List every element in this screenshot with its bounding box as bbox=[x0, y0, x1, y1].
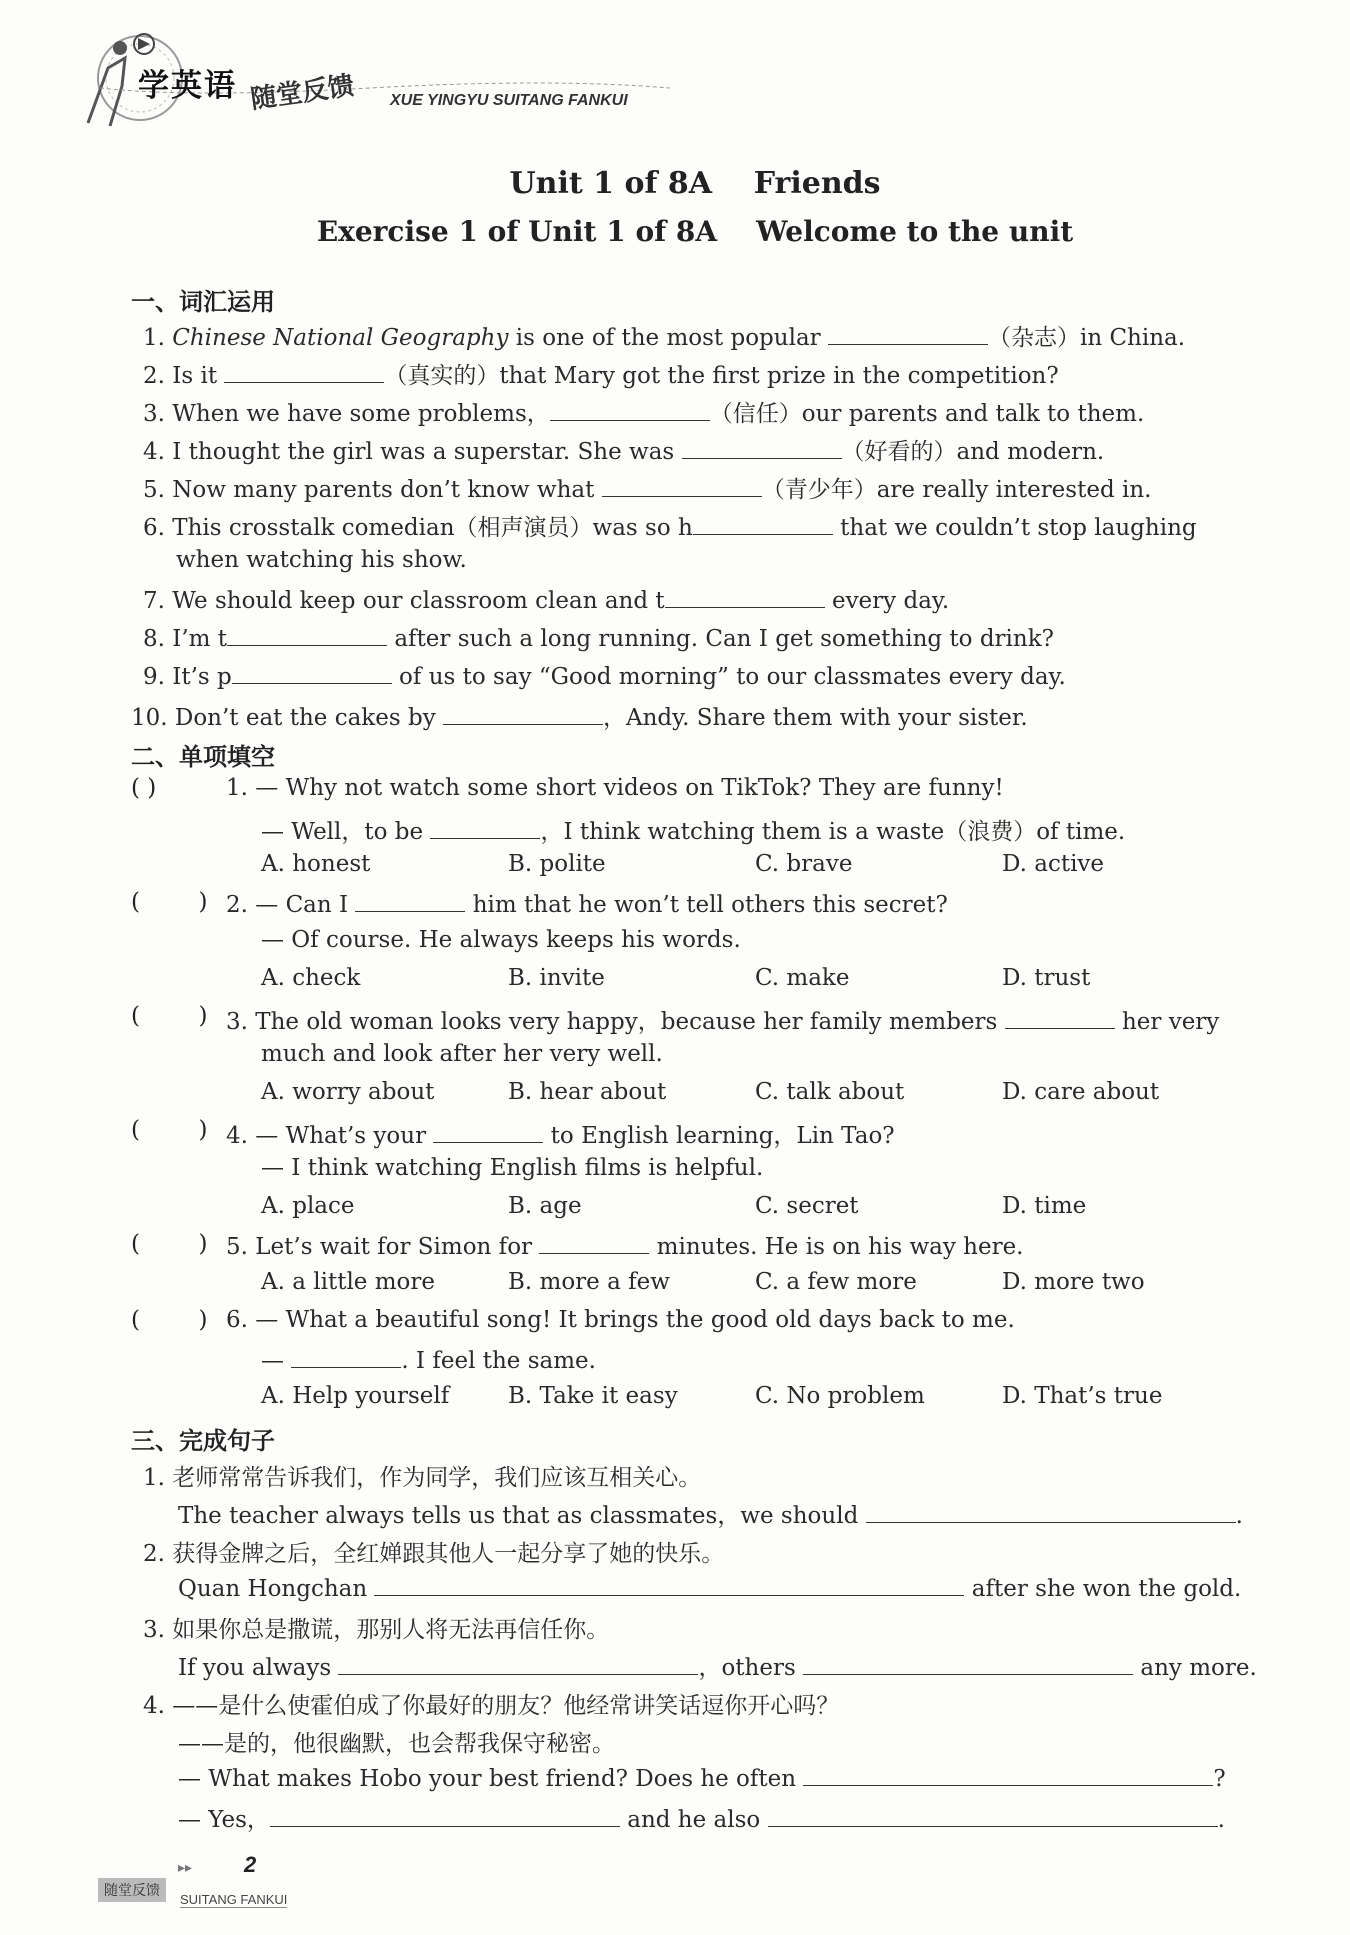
mc-question-4-line2: — I think watching English films is helpful. bbox=[261, 1155, 764, 1181]
option-b[interactable]: B. Take it easy bbox=[508, 1383, 678, 1409]
answer-blank[interactable] bbox=[433, 1120, 543, 1143]
option-c[interactable]: C. talk about bbox=[755, 1079, 905, 1105]
option-a[interactable]: A. a little more bbox=[261, 1269, 435, 1295]
answer-blank[interactable] bbox=[803, 1763, 1213, 1786]
mc-question-2-line2: — Of course. He always keeps his words. bbox=[261, 927, 741, 953]
answer-blank[interactable] bbox=[355, 889, 465, 912]
answer-blank[interactable] bbox=[338, 1652, 698, 1675]
vocab-item-10: 10. Don’t eat the cakes by ，Andy. Share them with your sister. bbox=[131, 699, 1028, 732]
option-d[interactable]: D. trust bbox=[1002, 965, 1091, 991]
answer-blank[interactable] bbox=[430, 816, 540, 839]
option-b[interactable]: B. hear about bbox=[508, 1079, 667, 1105]
mc-question-1-line2: — Well，to be ，I think watching them is a waste（浪费）of time. bbox=[261, 813, 1125, 846]
option-c[interactable]: C. make bbox=[755, 965, 850, 991]
answer-blank[interactable] bbox=[768, 1804, 1218, 1827]
answer-blank[interactable] bbox=[602, 474, 762, 497]
section-1-heading: 一、词汇运用 bbox=[131, 288, 275, 316]
vocab-item-7: 7. We should keep our classroom clean and t every day. bbox=[143, 585, 949, 614]
footer-label: 随堂反馈 bbox=[98, 1878, 166, 1902]
translation-item-1-cn: 1. 老师常常告诉我们，作为同学，我们应该互相关心。 bbox=[143, 1465, 702, 1491]
translation-item-1-en: The teacher always tells us that as classmates，we should . bbox=[178, 1497, 1243, 1530]
option-c[interactable]: C. a few more bbox=[755, 1269, 917, 1295]
answer-parens[interactable]: ( ) bbox=[131, 1231, 208, 1257]
unit-title: Unit 1 of 8A Friends bbox=[509, 166, 881, 201]
answer-blank[interactable] bbox=[665, 585, 825, 608]
exercise-title: Exercise 1 of Unit 1 of 8A Welcome to the unit bbox=[316, 215, 1074, 248]
option-d[interactable]: D. time bbox=[1002, 1193, 1087, 1219]
mc-question-2: 2. — Can I him that he won’t tell others this secret? bbox=[226, 889, 948, 918]
translation-item-4-cn: 4. ——是什么使霍伯成了你最好的朋友？他经常讲笑话逗你开心吗？ bbox=[143, 1693, 840, 1719]
option-d[interactable]: D. care about bbox=[1002, 1079, 1160, 1105]
vocab-item-6-cont: when watching his show. bbox=[176, 547, 467, 573]
page-number: 2 bbox=[244, 1852, 257, 1877]
vocab-item-3: 3. When we have some problems， （信任）our parents and talk to them. bbox=[143, 395, 1144, 428]
vocab-item-4: 4. I thought the girl was a superstar. She was （好看的）and modern. bbox=[143, 433, 1104, 466]
answer-blank[interactable] bbox=[270, 1804, 620, 1827]
answer-blank[interactable] bbox=[866, 1500, 1236, 1523]
section-2-heading: 二、单项填空 bbox=[131, 743, 275, 771]
mc-question-6: 6. — What a beautiful song! It brings the good old days back to me. bbox=[226, 1307, 1015, 1333]
answer-blank[interactable] bbox=[803, 1652, 1133, 1675]
vocab-item-5: 5. Now many parents don’t know what （青少年）are really interested in. bbox=[143, 471, 1151, 504]
option-c[interactable]: C. brave bbox=[755, 851, 853, 877]
mc-question-1: 1. — Why not watch some short videos on TikTok? They are funny! bbox=[226, 775, 1004, 801]
vocab-item-2: 2. Is it （真实的）that Mary got the first prize in the competition? bbox=[143, 357, 1059, 390]
answer-blank[interactable] bbox=[443, 702, 603, 725]
answer-blank[interactable] bbox=[550, 398, 710, 421]
translation-item-4-en2: — Yes， and he also . bbox=[178, 1801, 1225, 1834]
vocab-item-6: 6. This crosstalk comedian（相声演员）was so h that we couldn’t stop laughing bbox=[143, 509, 1197, 542]
answer-blank[interactable] bbox=[374, 1573, 964, 1596]
answer-blank[interactable] bbox=[232, 661, 392, 684]
answer-parens[interactable]: ( ) bbox=[131, 1117, 208, 1143]
answer-parens[interactable]: ( ) bbox=[131, 889, 208, 915]
vocab-item-8: 8. I’m t after such a long running. Can I get something to drink? bbox=[143, 623, 1054, 652]
footer-label-pinyin: SUITANG FANKUI bbox=[180, 1892, 288, 1907]
option-a[interactable]: A. worry about bbox=[261, 1079, 435, 1105]
mc-question-6-line2: — . I feel the same. bbox=[261, 1345, 596, 1374]
answer-blank[interactable] bbox=[1005, 1006, 1115, 1029]
translation-item-2-cn: 2. 获得金牌之后，全红婵跟其他人一起分享了她的快乐。 bbox=[143, 1541, 725, 1567]
answer-blank[interactable] bbox=[693, 512, 833, 535]
header-logo-subtitle: 随堂反馈 bbox=[248, 70, 356, 116]
option-d[interactable]: D. active bbox=[1002, 851, 1105, 877]
option-a[interactable]: A. check bbox=[261, 965, 361, 991]
translation-item-2-en: Quan Hongchan after she won the gold. bbox=[178, 1573, 1241, 1602]
vocab-item-1: 1. Chinese National Geography is one of the most popular （杂志）in China. bbox=[143, 319, 1185, 352]
header-logo-pinyin: XUE YINGYU SUITANG FANKUI bbox=[390, 92, 628, 109]
option-c[interactable]: C. secret bbox=[755, 1193, 859, 1219]
option-b[interactable]: B. invite bbox=[508, 965, 605, 991]
translation-item-3-cn: 3. 如果你总是撒谎，那别人将无法再信任你。 bbox=[143, 1617, 610, 1643]
option-a[interactable]: A. honest bbox=[261, 851, 371, 877]
answer-blank[interactable] bbox=[539, 1231, 649, 1254]
translation-item-4-en: — What makes Hobo your best friend? Does he often ? bbox=[178, 1763, 1226, 1792]
translation-item-3-en: If you always ，others any more. bbox=[178, 1649, 1257, 1682]
answer-blank[interactable] bbox=[828, 322, 988, 345]
vocab-item-9: 9. It’s p of us to say “Good morning” to our classmates every day. bbox=[143, 661, 1066, 690]
mc-question-5: 5. Let’s wait for Simon for minutes. He is on his way here. bbox=[226, 1231, 1024, 1260]
answer-parens[interactable]: ( ) bbox=[131, 775, 157, 801]
option-b[interactable]: B. age bbox=[508, 1193, 582, 1219]
mc-question-3-line2: much and look after her very well. bbox=[261, 1041, 663, 1067]
answer-blank[interactable] bbox=[682, 436, 842, 459]
answer-blank[interactable] bbox=[291, 1345, 401, 1368]
option-b[interactable]: B. polite bbox=[508, 851, 606, 877]
arrow-icon: ▸▸ bbox=[178, 1860, 193, 1876]
answer-parens[interactable]: ( ) bbox=[131, 1307, 208, 1333]
option-a[interactable]: A. Help yourself bbox=[261, 1383, 450, 1409]
option-b[interactable]: B. more a few bbox=[508, 1269, 670, 1295]
option-c[interactable]: C. No problem bbox=[755, 1383, 925, 1409]
option-d[interactable]: D. That’s true bbox=[1002, 1383, 1163, 1409]
answer-blank[interactable] bbox=[227, 623, 387, 646]
option-a[interactable]: A. place bbox=[261, 1193, 355, 1219]
mc-question-4: 4. — What’s your to English learning，Lin Tao? bbox=[226, 1117, 895, 1150]
translation-item-4-cn2: ——是的，他很幽默，也会帮我保守秘密。 bbox=[178, 1731, 615, 1757]
section-3-heading: 三、完成句子 bbox=[131, 1427, 275, 1455]
answer-blank[interactable] bbox=[224, 360, 384, 383]
header-logo-title: 学英语 bbox=[138, 68, 237, 104]
option-d[interactable]: D. more two bbox=[1002, 1269, 1145, 1295]
answer-parens[interactable]: ( ) bbox=[131, 1003, 208, 1029]
mc-question-3: 3. The old woman looks very happy，because her family members her very bbox=[226, 1003, 1219, 1036]
